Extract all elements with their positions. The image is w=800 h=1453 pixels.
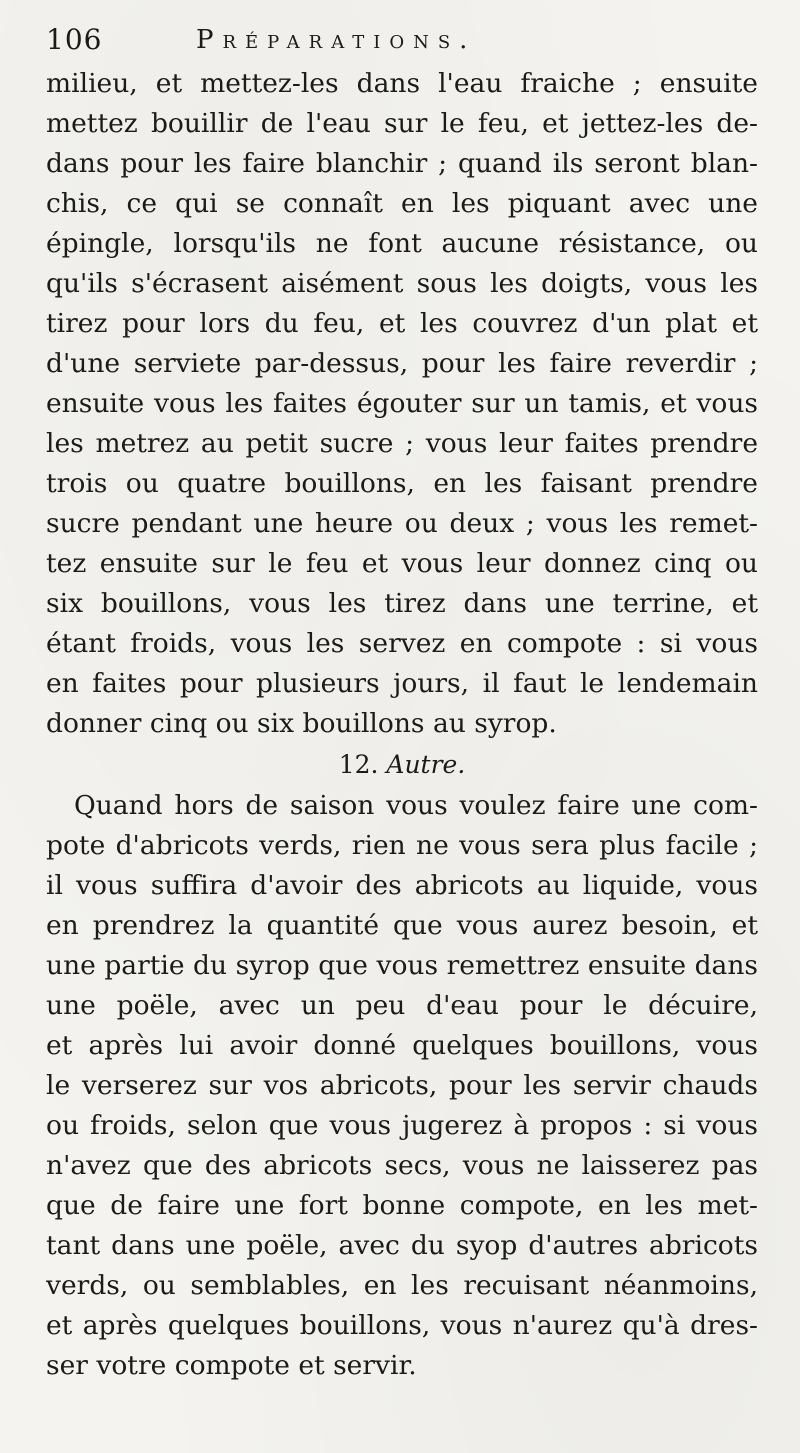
paragraph-continued xyxy=(46,64,758,744)
text-line: ser votre compote et servir. xyxy=(46,1350,417,1381)
text-line: en faites pour plusieurs jours, il faut le lendemain xyxy=(46,668,758,699)
text-line: il vous suffira d'avoir des abricots au liquide, vous xyxy=(46,870,758,901)
text-line: d'une serviete par-dessus, pour les faire reverdir ; xyxy=(46,348,758,379)
text-line: tirez pour lors du feu, et les couvrez d'un plat et xyxy=(46,308,758,339)
text-line: pote d'abricots verds, rien ne vous sera plus facile ; xyxy=(46,830,758,861)
text-line: trois ou quatre bouillons, en les faisant prendre xyxy=(46,468,758,499)
text-line: dans pour les faire blanchir ; quand ils seront blan- xyxy=(46,148,758,179)
text-line: épingle, lorsqu'ils ne font aucune résistance, ou xyxy=(46,228,758,259)
text-line: donner cinq ou six bouillons au syrop. xyxy=(46,708,557,739)
text-line: le verserez sur vos abricots, pour les servir chauds xyxy=(46,1070,758,1101)
section-title: Autre. xyxy=(386,750,466,779)
text-line: tant dans une poële, avec du syop d'autres abricots xyxy=(46,1230,758,1261)
text-line: en prendrez la quantité que vous aurez besoin, et xyxy=(46,910,758,941)
body-text xyxy=(46,64,758,1386)
text-line: milieu, et mettez-les dans l'eau fraiche ; ensuite xyxy=(46,68,758,99)
running-head: Préparations. xyxy=(196,25,477,55)
text-line: que de faire une fort bonne compote, en les met- xyxy=(46,1190,758,1221)
text-line: et après lui avoir donné quelques bouillons, vous xyxy=(46,1030,758,1061)
text-line: verds, ou semblables, en les recuisant néanmoins, xyxy=(46,1270,758,1301)
text-line: une poële, avec un peu d'eau pour le décuire, xyxy=(46,990,758,1021)
section-number: 12. xyxy=(338,750,379,779)
section-heading xyxy=(46,744,758,786)
text-line: étant froids, vous les servez en compote : si vous xyxy=(46,628,758,659)
text-line: Quand hors de saison vous voulez faire une com- xyxy=(74,790,758,821)
text-line: une partie du syrop que vous remettrez ensuite dans xyxy=(46,950,758,981)
text-line: sucre pendant une heure ou deux ; vous les remet- xyxy=(46,508,758,539)
text-line: et après quelques bouillons, vous n'aurez qu'à dres- xyxy=(46,1310,758,1341)
text-line: tez ensuite sur le feu et vous leur donnez cinq ou xyxy=(46,548,758,579)
text-line: n'avez que des abricots secs, vous ne laisserez pas xyxy=(46,1150,758,1181)
text-line: chis, ce qui se connaît en les piquant avec une xyxy=(46,188,758,219)
text-line: mettez bouillir de l'eau sur le feu, et jettez-les de- xyxy=(46,108,758,139)
text-line: qu'ils s'écrasent aisément sous les doigts, vous les xyxy=(46,268,758,299)
text-line: ensuite vous les faites égouter sur un tamis, et vous xyxy=(46,388,758,419)
text-line: ou froids, selon que vous jugerez à propos : si vous xyxy=(46,1110,758,1141)
paragraph-recipe xyxy=(46,786,758,1386)
text-line: six bouillons, vous les tirez dans une terrine, et xyxy=(46,588,758,619)
page-header xyxy=(46,20,756,60)
text-line: les metrez au petit sucre ; vous leur faites prendre xyxy=(46,428,758,459)
page-number: 106 xyxy=(46,23,103,56)
